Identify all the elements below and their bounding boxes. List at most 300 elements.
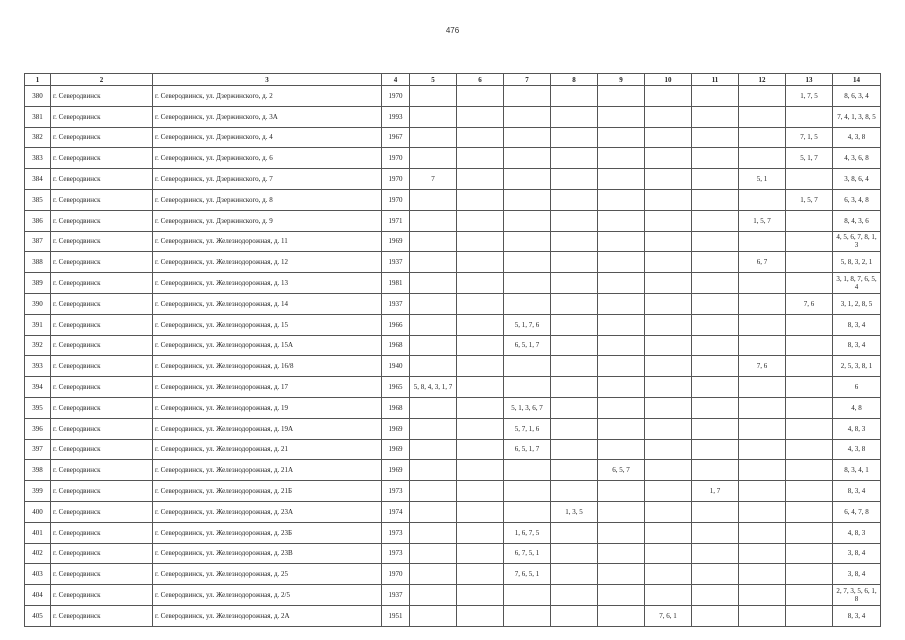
table-cell: г. Северодвинск, ул. Железнодорожная, д. 15А: [153, 335, 382, 356]
table-cell: г. Северодвинск, ул. Дзержинского, д. 9: [153, 210, 382, 231]
table-cell: 381: [25, 106, 51, 127]
table-cell: 7, 4, 1, 3, 8, 5: [833, 106, 881, 127]
table-cell: г. Северодвинск: [51, 210, 153, 231]
table-cell: 1968: [382, 335, 410, 356]
table-cell: г. Северодвинск: [51, 585, 153, 606]
table-cell: 1969: [382, 231, 410, 252]
table-cell: [457, 439, 504, 460]
table-cell: [504, 356, 551, 377]
table-cell: [645, 273, 692, 294]
column-header: 13: [786, 74, 833, 86]
table-cell: [410, 127, 457, 148]
table-cell: 2, 7, 3, 5, 6, 1, 8: [833, 585, 881, 606]
table-cell: [645, 543, 692, 564]
table-cell: [739, 605, 786, 626]
table-cell: [739, 481, 786, 502]
table-cell: [692, 543, 739, 564]
table-cell: [598, 585, 645, 606]
table-cell: [692, 252, 739, 273]
table-cell: [739, 397, 786, 418]
table-cell: 7, 6: [739, 356, 786, 377]
table-cell: г. Северодвинск, ул. Железнодорожная, д. 11: [153, 231, 382, 252]
page-number: 476: [445, 26, 460, 35]
table-row: [25, 210, 881, 231]
table-cell: [457, 418, 504, 439]
table-cell: [457, 605, 504, 626]
table-cell: [457, 585, 504, 606]
table-cell: [786, 564, 833, 585]
table-cell: [692, 418, 739, 439]
table-cell: г. Северодвинск: [51, 273, 153, 294]
table-cell: 397: [25, 439, 51, 460]
table-cell: г. Северодвинск, ул. Дзержинского, д. 2: [153, 86, 382, 107]
table-row: [25, 585, 881, 606]
table-cell: [739, 543, 786, 564]
table-cell: 5, 7, 1, 6: [504, 418, 551, 439]
table-cell: [551, 605, 598, 626]
table-row: [25, 605, 881, 626]
table-cell: [645, 522, 692, 543]
table-cell: 386: [25, 210, 51, 231]
table-cell: [504, 585, 551, 606]
table-cell: [645, 189, 692, 210]
table-cell: 3, 8, 4: [833, 564, 881, 585]
table-cell: 390: [25, 293, 51, 314]
table-cell: 6: [833, 377, 881, 398]
table-cell: 7, 1, 5: [786, 127, 833, 148]
table-cell: [786, 397, 833, 418]
table-cell: [504, 127, 551, 148]
table-cell: [692, 397, 739, 418]
table-cell: 6, 5, 1, 7: [504, 335, 551, 356]
table-cell: [504, 501, 551, 522]
table-cell: 1993: [382, 106, 410, 127]
table-cell: 387: [25, 231, 51, 252]
table-cell: 1970: [382, 169, 410, 190]
table-cell: [551, 377, 598, 398]
table-cell: 402: [25, 543, 51, 564]
table-cell: [739, 273, 786, 294]
table-cell: [598, 335, 645, 356]
table-cell: [410, 106, 457, 127]
table-cell: [551, 231, 598, 252]
column-header: 1: [25, 74, 51, 86]
table-cell: [739, 418, 786, 439]
header-row: [25, 74, 881, 86]
table-cell: 4, 3, 6, 8: [833, 148, 881, 169]
table-row: [25, 377, 881, 398]
column-header: 4: [382, 74, 410, 86]
table-cell: [786, 356, 833, 377]
table-cell: [457, 335, 504, 356]
table-cell: [410, 293, 457, 314]
table-cell: 393: [25, 356, 51, 377]
table-cell: 1967: [382, 127, 410, 148]
table-cell: [504, 106, 551, 127]
table-cell: [645, 127, 692, 148]
table-cell: 1, 5, 7: [786, 189, 833, 210]
table-cell: [692, 169, 739, 190]
column-header: 9: [598, 74, 645, 86]
table-cell: г. Северодвинск: [51, 377, 153, 398]
table-cell: г. Северодвинск, ул. Железнодорожная, д. 2/5: [153, 585, 382, 606]
table-cell: [504, 481, 551, 502]
table-cell: г. Северодвинск: [51, 189, 153, 210]
table-cell: г. Северодвинск, ул. Железнодорожная, д. 13: [153, 273, 382, 294]
table-cell: [410, 585, 457, 606]
table-cell: [692, 439, 739, 460]
table-cell: [786, 210, 833, 231]
table-cell: [739, 189, 786, 210]
table-cell: г. Северодвинск: [51, 564, 153, 585]
table-cell: [457, 564, 504, 585]
table-cell: 7, 6: [786, 293, 833, 314]
table-cell: [504, 293, 551, 314]
table-cell: 5, 8, 3, 2, 1: [833, 252, 881, 273]
table-cell: [692, 585, 739, 606]
table-cell: г. Северодвинск, ул. Железнодорожная, д. 21Б: [153, 481, 382, 502]
table-cell: 1951: [382, 605, 410, 626]
table-cell: [786, 106, 833, 127]
table-cell: г. Северодвинск, ул. Дзержинского, д. 8: [153, 189, 382, 210]
table-cell: [598, 397, 645, 418]
table-cell: 400: [25, 501, 51, 522]
table-cell: [692, 564, 739, 585]
table-cell: 3, 1, 2, 8, 5: [833, 293, 881, 314]
table-cell: [457, 169, 504, 190]
table-cell: [457, 481, 504, 502]
table-cell: 1970: [382, 86, 410, 107]
table-cell: г. Северодвинск, ул. Железнодорожная, д. 16/8: [153, 356, 382, 377]
table-cell: [504, 169, 551, 190]
table-cell: [410, 460, 457, 481]
table-cell: [739, 106, 786, 127]
table-cell: [598, 273, 645, 294]
table-cell: [551, 314, 598, 335]
table-cell: г. Северодвинск: [51, 501, 153, 522]
table-cell: [739, 501, 786, 522]
table-cell: [598, 418, 645, 439]
table-cell: 1, 5, 7: [739, 210, 786, 231]
table-cell: [739, 439, 786, 460]
table-cell: [551, 252, 598, 273]
table-cell: 398: [25, 460, 51, 481]
table-cell: [692, 210, 739, 231]
table-cell: [457, 127, 504, 148]
table-row: [25, 127, 881, 148]
table-cell: [786, 252, 833, 273]
table-cell: 1937: [382, 585, 410, 606]
table-cell: [692, 86, 739, 107]
table-cell: [551, 169, 598, 190]
table-cell: 405: [25, 605, 51, 626]
table-cell: [410, 418, 457, 439]
table-cell: [692, 501, 739, 522]
table-cell: 4, 8, 3: [833, 522, 881, 543]
table-cell: 4, 8: [833, 397, 881, 418]
table-row: [25, 231, 881, 252]
table-cell: [645, 481, 692, 502]
table-cell: 382: [25, 127, 51, 148]
table-cell: 1971: [382, 210, 410, 231]
table-cell: [598, 293, 645, 314]
column-header: 5: [410, 74, 457, 86]
table-cell: [645, 356, 692, 377]
table-cell: [598, 481, 645, 502]
table-cell: г. Северодвинск: [51, 169, 153, 190]
table-cell: [598, 564, 645, 585]
table-cell: [692, 231, 739, 252]
table-cell: г. Северодвинск, ул. Железнодорожная, д. 23Б: [153, 522, 382, 543]
column-header: 8: [551, 74, 598, 86]
table-cell: [645, 106, 692, 127]
table-row: [25, 169, 881, 190]
table-cell: [551, 189, 598, 210]
table-row: [25, 335, 881, 356]
table-cell: 7: [410, 169, 457, 190]
table-row: [25, 418, 881, 439]
table-cell: [598, 86, 645, 107]
table-cell: [645, 397, 692, 418]
table-cell: [457, 86, 504, 107]
table-cell: 6, 5, 7: [598, 460, 645, 481]
table-cell: [551, 397, 598, 418]
table-cell: 1974: [382, 501, 410, 522]
table-cell: г. Северодвинск: [51, 397, 153, 418]
table-cell: 1940: [382, 356, 410, 377]
table-cell: [786, 314, 833, 335]
table-cell: 403: [25, 564, 51, 585]
table-cell: [457, 252, 504, 273]
table-cell: г. Северодвинск, ул. Железнодорожная, д. 21: [153, 439, 382, 460]
table-cell: 391: [25, 314, 51, 335]
table-row: [25, 481, 881, 502]
table-cell: 1965: [382, 377, 410, 398]
table-cell: [551, 460, 598, 481]
table-cell: 1, 7, 5: [786, 86, 833, 107]
table-cell: [551, 148, 598, 169]
table-cell: г. Северодвинск: [51, 148, 153, 169]
table-cell: 383: [25, 148, 51, 169]
table-cell: 389: [25, 273, 51, 294]
table-cell: г. Северодвинск: [51, 293, 153, 314]
table-row: [25, 314, 881, 335]
table-cell: 1973: [382, 481, 410, 502]
table-cell: 2, 5, 3, 8, 1: [833, 356, 881, 377]
table-cell: [457, 543, 504, 564]
table-cell: [645, 564, 692, 585]
table-cell: [551, 106, 598, 127]
table-cell: [645, 231, 692, 252]
column-header: 10: [645, 74, 692, 86]
table-cell: 404: [25, 585, 51, 606]
table-cell: г. Северодвинск, ул. Железнодорожная, д. 23А: [153, 501, 382, 522]
table-cell: [786, 585, 833, 606]
table-cell: [598, 522, 645, 543]
table-cell: г. Северодвинск: [51, 314, 153, 335]
table-cell: 395: [25, 397, 51, 418]
table-cell: 1, 6, 7, 5: [504, 522, 551, 543]
table-cell: [645, 148, 692, 169]
table-cell: 3, 8, 4: [833, 543, 881, 564]
table-row: [25, 460, 881, 481]
table-cell: [786, 377, 833, 398]
table-cell: 1970: [382, 564, 410, 585]
table-cell: [410, 189, 457, 210]
table-cell: [786, 522, 833, 543]
table-cell: 6, 7: [739, 252, 786, 273]
table-cell: [410, 148, 457, 169]
table-cell: 1937: [382, 252, 410, 273]
table-cell: [551, 522, 598, 543]
table-cell: 401: [25, 522, 51, 543]
table-cell: [504, 148, 551, 169]
table-cell: 1, 7: [692, 481, 739, 502]
table-cell: [692, 335, 739, 356]
table-cell: [551, 439, 598, 460]
table-cell: [645, 377, 692, 398]
table-cell: [786, 418, 833, 439]
table-cell: [551, 86, 598, 107]
table-cell: [504, 189, 551, 210]
table-cell: [598, 106, 645, 127]
table-cell: [786, 460, 833, 481]
table-cell: [645, 169, 692, 190]
table-cell: [410, 252, 457, 273]
table-cell: [457, 501, 504, 522]
table-cell: [692, 314, 739, 335]
table-cell: г. Северодвинск, ул. Железнодорожная, д. 19: [153, 397, 382, 418]
table-cell: г. Северодвинск, ул. Железнодорожная, д. 17: [153, 377, 382, 398]
table-cell: 8, 6, 3, 4: [833, 86, 881, 107]
column-header: 12: [739, 74, 786, 86]
table-cell: [410, 397, 457, 418]
table-cell: г. Северодвинск, ул. Железнодорожная, д. 21А: [153, 460, 382, 481]
table-cell: [598, 231, 645, 252]
table-cell: г. Северодвинск, ул. Дзержинского, д. 4: [153, 127, 382, 148]
table-cell: 4, 8, 3: [833, 418, 881, 439]
table-cell: 399: [25, 481, 51, 502]
table-cell: 1970: [382, 189, 410, 210]
table-row: [25, 543, 881, 564]
table-cell: 7, 6, 5, 1: [504, 564, 551, 585]
table-cell: [504, 86, 551, 107]
table-cell: [410, 356, 457, 377]
table-cell: г. Северодвинск, ул. Железнодорожная, д. 25: [153, 564, 382, 585]
table-cell: 388: [25, 252, 51, 273]
table-cell: [598, 210, 645, 231]
table-cell: 4, 3, 8: [833, 439, 881, 460]
table-row: [25, 564, 881, 585]
table-cell: [457, 293, 504, 314]
table-cell: [410, 314, 457, 335]
table-cell: [692, 273, 739, 294]
table-cell: 384: [25, 169, 51, 190]
table-row: [25, 273, 881, 294]
table-cell: [457, 314, 504, 335]
table-cell: [551, 585, 598, 606]
table-cell: [410, 231, 457, 252]
table-cell: 8, 3, 4, 1: [833, 460, 881, 481]
table-cell: [645, 418, 692, 439]
table-cell: 394: [25, 377, 51, 398]
table-cell: [551, 564, 598, 585]
table-row: [25, 106, 881, 127]
table-cell: г. Северодвинск: [51, 106, 153, 127]
table-cell: г. Северодвинск, ул. Железнодорожная, д. 19А: [153, 418, 382, 439]
table-cell: 8, 3, 4: [833, 314, 881, 335]
table-cell: [786, 481, 833, 502]
table-cell: [410, 501, 457, 522]
table-cell: [739, 127, 786, 148]
table-cell: [645, 585, 692, 606]
table-cell: 5, 8, 4, 3, 1, 7: [410, 377, 457, 398]
table-cell: [598, 605, 645, 626]
table-cell: [504, 210, 551, 231]
table-cell: [739, 231, 786, 252]
table-cell: [598, 439, 645, 460]
table-cell: 1969: [382, 460, 410, 481]
column-header: 11: [692, 74, 739, 86]
table-cell: [786, 439, 833, 460]
table-cell: [598, 252, 645, 273]
table-cell: [598, 543, 645, 564]
table-cell: [692, 522, 739, 543]
table-cell: [739, 314, 786, 335]
column-header: 14: [833, 74, 881, 86]
table-cell: 5, 1: [739, 169, 786, 190]
table-cell: [786, 273, 833, 294]
table-cell: [692, 189, 739, 210]
table-cell: [410, 210, 457, 231]
table-cell: [645, 460, 692, 481]
table-cell: 4, 3, 8: [833, 127, 881, 148]
table-cell: [692, 106, 739, 127]
table-cell: г. Северодвинск, ул. Железнодорожная, д. 2А: [153, 605, 382, 626]
table-cell: г. Северодвинск: [51, 252, 153, 273]
table-cell: [739, 86, 786, 107]
table-cell: [786, 543, 833, 564]
table-cell: [692, 460, 739, 481]
table-cell: [786, 169, 833, 190]
table-cell: [410, 564, 457, 585]
table-cell: [551, 293, 598, 314]
table-cell: [739, 585, 786, 606]
table-cell: г. Северодвинск: [51, 356, 153, 377]
table-cell: [457, 522, 504, 543]
table-cell: [739, 293, 786, 314]
table-cell: 8, 3, 4: [833, 335, 881, 356]
table-cell: [457, 356, 504, 377]
table-cell: 1968: [382, 397, 410, 418]
table-cell: [692, 377, 739, 398]
table-cell: [598, 356, 645, 377]
table-cell: 1969: [382, 439, 410, 460]
table-cell: [551, 356, 598, 377]
column-header: 2: [51, 74, 153, 86]
table-cell: 6, 3, 4, 8: [833, 189, 881, 210]
table-cell: 7, 6, 1: [645, 605, 692, 626]
table-cell: [645, 501, 692, 522]
table-cell: 3, 8, 6, 4: [833, 169, 881, 190]
table-cell: 8, 3, 4: [833, 481, 881, 502]
table-cell: [739, 522, 786, 543]
table-cell: 1966: [382, 314, 410, 335]
table-cell: г. Северодвинск: [51, 127, 153, 148]
table-cell: [786, 231, 833, 252]
table-body: [25, 86, 881, 627]
table-row: [25, 189, 881, 210]
